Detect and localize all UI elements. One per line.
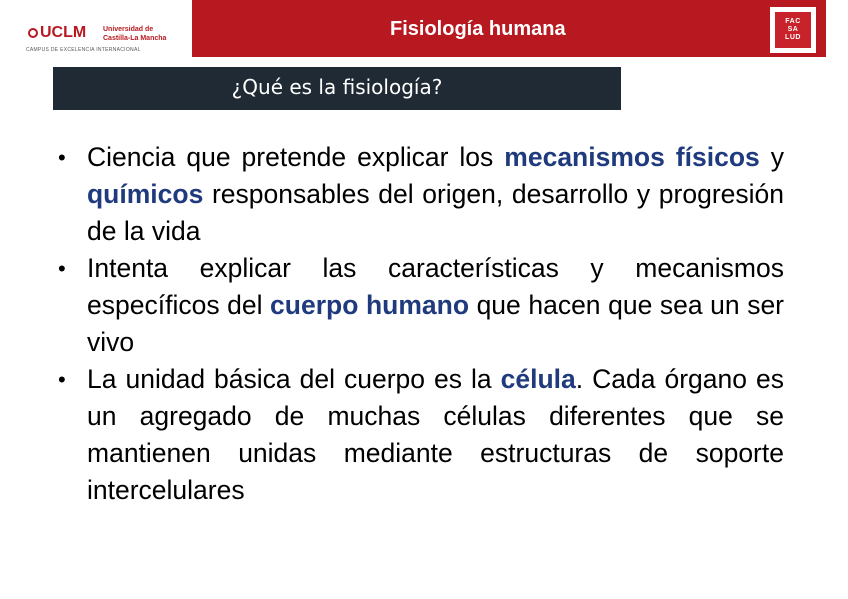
uclm-brand-text: UCLM xyxy=(40,24,87,41)
uclm-emblem-icon xyxy=(28,28,38,38)
bullet-text: Intenta explicar las características y mecanismos específicos del xyxy=(87,253,784,320)
bullet-item xyxy=(58,361,784,509)
bullet-text: responsables del origen, desarrollo y progresión de la vida xyxy=(87,179,784,246)
facsalud-line3: LUD xyxy=(785,34,801,41)
facsalud-line1: FAC xyxy=(785,18,801,25)
bullet-dot-icon: • xyxy=(58,145,66,170)
bullet-highlight-text: químicos xyxy=(87,179,204,209)
uclm-tagline: CAMPUS DE EXCELENCIA INTERNACIONAL xyxy=(26,47,141,53)
bullet-list xyxy=(58,139,784,509)
uclm-subtitle-line2: Castilla-La Mancha xyxy=(103,35,167,42)
facsalud-logo xyxy=(770,7,816,53)
facsalud-logo-mark xyxy=(775,12,811,48)
slide-title: ¿Qué es la fisiología? xyxy=(231,75,443,99)
uclm-logo xyxy=(28,22,104,44)
bullet-text: La unidad básica del cuerpo es la xyxy=(87,364,501,394)
bullet-item xyxy=(58,139,784,250)
bullet-text: y xyxy=(759,142,784,172)
course-title: Fisiología humana xyxy=(390,18,566,40)
uclm-subtitle-line1: Universidad de xyxy=(103,26,154,33)
bullet-dot-icon: • xyxy=(58,367,66,392)
bullet-dot-icon: • xyxy=(58,256,66,281)
slide-title-banner xyxy=(53,67,621,110)
bullet-item xyxy=(58,250,784,361)
bullet-highlight-text: mecanismos físicos xyxy=(504,142,760,172)
uclm-logo-box xyxy=(22,0,192,57)
bullet-highlight-text: cuerpo humano xyxy=(270,290,470,320)
bullet-text: Ciencia que pretende explicar los xyxy=(87,142,505,172)
uclm-subtitle xyxy=(103,25,166,43)
bullet-text: que hacen que sea un ser vivo xyxy=(87,290,785,357)
facsalud-line2: SA xyxy=(787,26,799,33)
bullet-highlight-text: célula xyxy=(500,364,576,394)
bullet-text: . Cada órgano es un agregado de muchas células diferentes que se mantienen unidas mediante estructuras de soporte intercelulares xyxy=(87,364,784,505)
